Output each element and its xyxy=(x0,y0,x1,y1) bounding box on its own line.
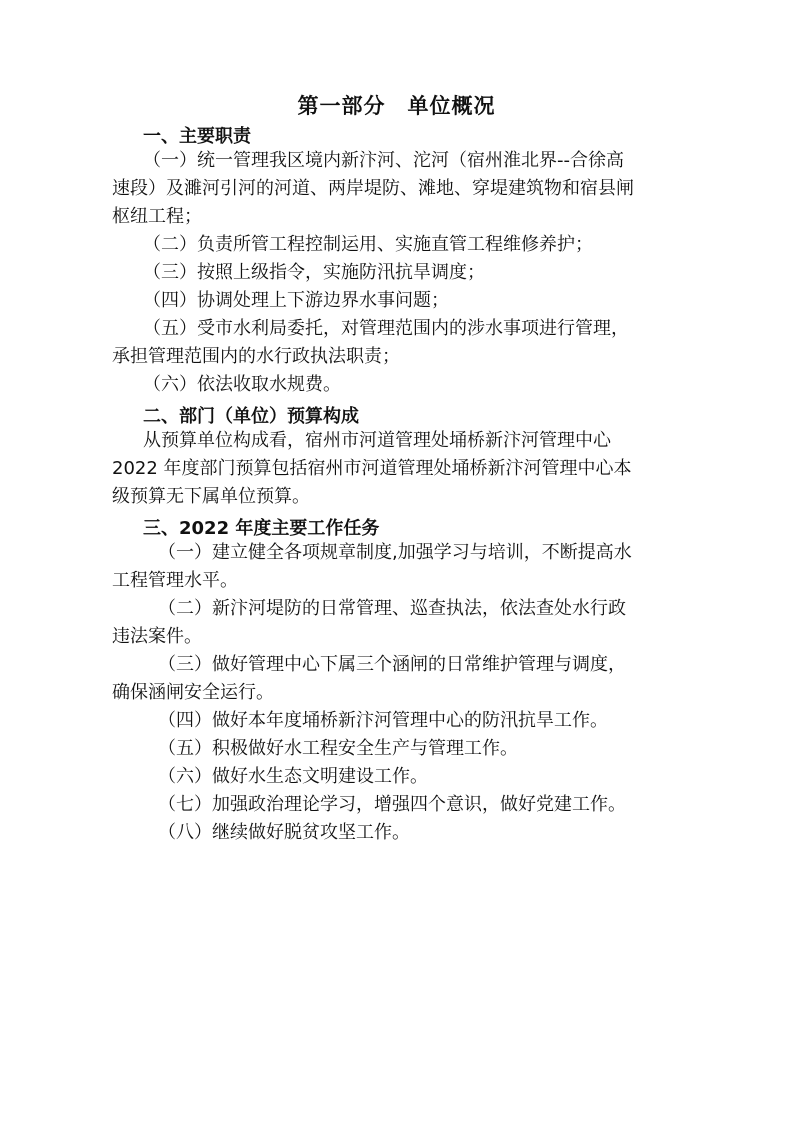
task-line: （六）做好水生态文明建设工作。 xyxy=(158,766,428,787)
duty-line: （六）依法收取水规费。 xyxy=(143,374,341,395)
duty-line: （一）统一管理我区境内新汴河、沱河（宿州淮北界--合徐高 xyxy=(143,150,624,171)
section-heading-duties: 一、主要职责 xyxy=(143,126,251,147)
duty-line: 速段）及濉河引河的河道、两岸堤防、滩地、穿堤建筑物和宿县闸 xyxy=(112,178,634,199)
section-heading-budget-structure: 二、部门（单位）预算构成 xyxy=(143,406,359,427)
task-line: （五）积极做好水工程安全生产与管理工作。 xyxy=(158,738,518,759)
section-heading-tasks: 三、2022 年度主要工作任务 xyxy=(143,518,380,539)
task-line: 确保涵闸安全运行。 xyxy=(112,682,274,703)
duty-line: （三）按照上级指令，实施防汛抗旱调度； xyxy=(143,262,485,283)
task-line: （一）建立健全各项规章制度,加强学习与培训，不断提高水 xyxy=(158,542,632,563)
duty-line: 承担管理范围内的水行政执法职责； xyxy=(112,346,400,367)
budget-line: 从预算单位构成看，宿州市河道管理处埇桥新汴河管理中心 xyxy=(143,430,611,451)
task-line: （四）做好本年度埇桥新汴河管理中心的防汛抗旱工作。 xyxy=(158,710,608,731)
task-line: （七）加强政治理论学习，增强四个意识，做好党建工作。 xyxy=(158,794,626,815)
budget-line: 2022 年度部门预算包括宿州市河道管理处埇桥新汴河管理中心本 xyxy=(112,458,632,479)
duty-line: （五）受市水利局委托，对管理范围内的涉水事项进行管理， xyxy=(143,318,629,339)
duty-line: 枢纽工程； xyxy=(112,206,202,227)
task-line: （三）做好管理中心下属三个涵闸的日常维护管理与调度， xyxy=(158,654,626,675)
budget-line: 级预算无下属单位预算。 xyxy=(112,486,310,507)
page-title: 第一部分 单位概况 xyxy=(297,94,496,118)
task-line: （二）新汴河堤防的日常管理、巡查执法，依法查处水行政 xyxy=(158,598,626,619)
duty-line: （二）负责所管工程控制运用、实施直管工程维修养护； xyxy=(143,234,593,255)
task-line: 违法案件。 xyxy=(112,626,202,647)
task-line: （八）继续做好脱贫攻坚工作。 xyxy=(158,822,410,843)
duty-line: （四）协调处理上下游边界水事问题； xyxy=(143,290,449,311)
task-line: 工程管理水平。 xyxy=(112,570,238,591)
